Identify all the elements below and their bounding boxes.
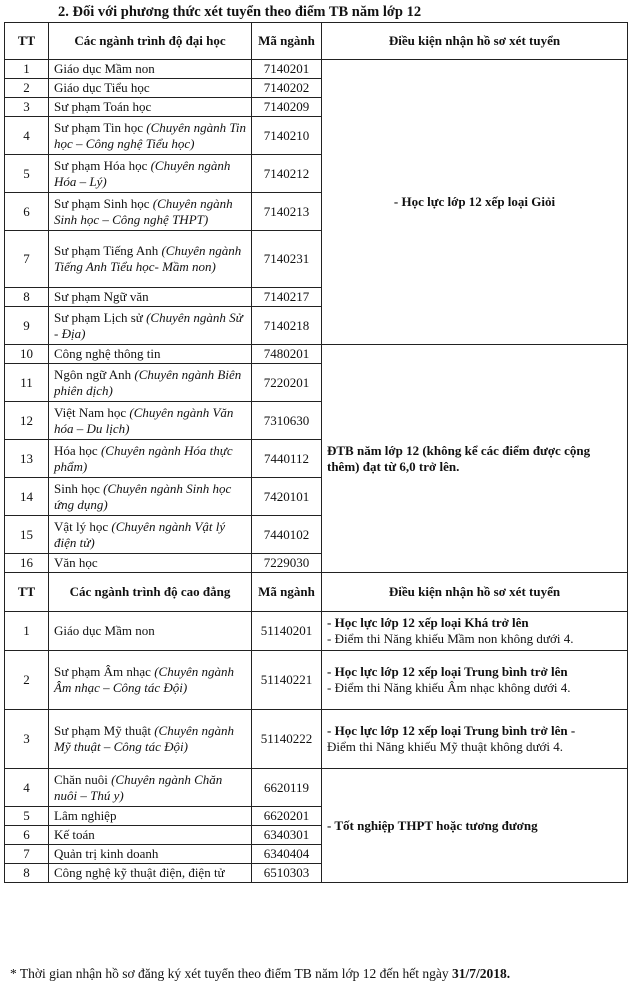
footnote-text: * Thời gian nhận hồ sơ đăng ký xét tuyển theo điểm TB năm lớp 12 đến hết ngày — [10, 966, 452, 981]
major-code: 7140209 — [252, 98, 322, 117]
major-name-cell — [49, 402, 252, 440]
major-specialization: (Chuyên ngành Mỹ thuật – Công tác Đội) — [54, 723, 235, 754]
condition-line: - Học lực lớp 12 xếp loại Trung bình trở lên - — [327, 723, 576, 739]
major-name-cell — [49, 807, 252, 826]
admission-table — [4, 22, 628, 883]
major-name: Quản trị kinh doanh — [54, 846, 159, 862]
table-row — [5, 651, 628, 710]
major-name-cell — [49, 79, 252, 98]
condition-line: - Điểm thi Năng khiếu Âm nhạc không dưới 4. — [327, 680, 571, 695]
major-name-cell — [49, 478, 252, 516]
major-name: Kế toán — [54, 827, 95, 843]
condition-line: - Tốt nghiệp THPT hoặc tương đương — [327, 817, 538, 833]
header-code: Mã ngành — [252, 23, 322, 60]
table-row — [5, 345, 628, 364]
major-name-cell — [49, 231, 252, 288]
row-number: 3 — [5, 710, 49, 769]
header-conditions: Điều kiện nhận hồ sơ xét tuyển — [322, 23, 628, 60]
major-code: 7140212 — [252, 155, 322, 193]
major-name: Công nghệ kỹ thuật điện, điện tử — [54, 865, 225, 881]
major-name: Sư phạm Sinh học — [54, 195, 150, 211]
major-specialization: (Chuyên ngành Sử - Địa) — [54, 309, 243, 341]
table-row — [5, 60, 628, 79]
row-number: 16 — [5, 554, 49, 573]
major-name: Sư phạm Toán học — [54, 99, 152, 115]
row-number: 5 — [5, 155, 49, 193]
row-number: 2 — [5, 79, 49, 98]
major-code: 51140221 — [252, 651, 322, 710]
major-specialization: (Chuyên ngành Tin học – Công nghệ Tiểu học) — [54, 119, 246, 151]
major-name-cell — [49, 98, 252, 117]
major-name-cell — [49, 364, 252, 402]
header-college-majors: Các ngành trình độ cao đẳng — [49, 573, 252, 612]
major-name: Giáo dục Tiểu học — [54, 80, 150, 96]
major-specialization: (Chuyên ngành Vật lý điện tử) — [54, 518, 226, 550]
row-number: 4 — [5, 117, 49, 155]
major-name-cell — [49, 193, 252, 231]
major-name: Sinh học — [54, 480, 100, 496]
major-code: 7420101 — [252, 478, 322, 516]
major-specialization: (Chuyên ngành Âm nhạc – Công tác Đội) — [54, 664, 234, 695]
header-university-majors: Các ngành trình độ đại học — [49, 23, 252, 60]
major-code: 6620201 — [252, 807, 322, 826]
row-number: 14 — [5, 478, 49, 516]
row-number: 4 — [5, 769, 49, 807]
major-name-cell — [49, 155, 252, 193]
major-code: 6510303 — [252, 864, 322, 883]
table-row — [5, 710, 628, 769]
major-name-cell — [49, 864, 252, 883]
row-number: 2 — [5, 651, 49, 710]
condition-line: ĐTB năm lớp 12 (không kể các điểm được cộng thêm) đạt từ 6,0 trở lên. — [327, 442, 591, 474]
admission-condition — [322, 60, 628, 345]
major-name-cell — [49, 845, 252, 864]
condition-line: Điểm thi Năng khiếu Mỹ thuật không dưới 4. — [327, 739, 563, 754]
major-code: 51140201 — [252, 612, 322, 651]
major-code: 7140217 — [252, 288, 322, 307]
major-name: Giáo dục Mầm non — [54, 623, 155, 639]
major-name: Sư phạm Âm nhạc — [54, 664, 151, 680]
major-name: Sư phạm Tiếng Anh — [54, 243, 159, 259]
header-tt: TT — [5, 23, 49, 60]
major-specialization: (Chuyên ngành Sinh học ứng dụng) — [54, 480, 232, 512]
major-name: Giáo dục Mầm non — [54, 61, 155, 77]
major-code: 6620119 — [252, 769, 322, 807]
major-name: Lâm nghiệp — [54, 808, 117, 824]
major-name-cell — [49, 307, 252, 345]
footnote-date: 31/7/2018. — [451, 966, 511, 981]
major-name-cell — [49, 345, 252, 364]
major-name-cell — [49, 612, 252, 651]
row-number: 7 — [5, 231, 49, 288]
condition-line: - Học lực lớp 12 xếp loại Khá trở lên — [327, 615, 529, 631]
major-code: 7140202 — [252, 79, 322, 98]
row-number: 10 — [5, 345, 49, 364]
row-number: 8 — [5, 864, 49, 883]
college-header-row — [5, 573, 628, 612]
row-number: 12 — [5, 402, 49, 440]
major-name-cell — [49, 288, 252, 307]
major-code: 7140210 — [252, 117, 322, 155]
major-code: 6340301 — [252, 826, 322, 845]
major-name-cell — [49, 117, 252, 155]
header-tt: TT — [5, 573, 49, 612]
university-header-row — [5, 23, 628, 60]
major-specialization: (Chuyên ngành Hóa thực phẩm) — [54, 442, 233, 474]
row-number: 15 — [5, 516, 49, 554]
major-code: 51140222 — [252, 710, 322, 769]
major-code: 7140213 — [252, 193, 322, 231]
row-number: 6 — [5, 193, 49, 231]
major-name: Ngôn ngữ Anh — [54, 366, 132, 382]
major-code: 7440102 — [252, 516, 322, 554]
header-conditions: Điều kiện nhận hồ sơ xét tuyển — [322, 573, 628, 612]
major-code: 7220201 — [252, 364, 322, 402]
major-name: Hóa học — [54, 442, 98, 458]
admission-condition — [322, 769, 628, 883]
condition-line: - Điểm thi Năng khiếu Mầm non không dưới 4. — [327, 631, 574, 646]
major-code: 7229030 — [252, 554, 322, 573]
major-name: Chăn nuôi — [54, 771, 108, 787]
row-number: 5 — [5, 807, 49, 826]
major-specialization: (Chuyên ngành Sinh học – Công nghệ THPT) — [54, 195, 233, 227]
major-code: 6340404 — [252, 845, 322, 864]
major-name-cell — [49, 554, 252, 573]
major-name-cell — [49, 440, 252, 478]
major-code: 7140218 — [252, 307, 322, 345]
major-name-cell — [49, 60, 252, 79]
row-number: 13 — [5, 440, 49, 478]
row-number: 1 — [5, 612, 49, 651]
major-code: 7440112 — [252, 440, 322, 478]
major-specialization: (Chuyên ngành Hóa – Lý) — [54, 157, 231, 189]
major-name: Vật lý học — [54, 518, 109, 534]
major-code: 7480201 — [252, 345, 322, 364]
major-name: Sư phạm Ngữ văn — [54, 289, 149, 305]
major-name-cell — [49, 651, 252, 710]
major-code: 7140201 — [252, 60, 322, 79]
section-heading: 2. Đối với phương thức xét tuyển theo điểm TB năm lớp 12 — [58, 4, 422, 20]
major-specialization: (Chuyên ngành Văn hóa – Du lịch) — [54, 404, 234, 436]
major-specialization: (Chuyên ngành Chăn nuôi – Thú y) — [54, 771, 223, 803]
admission-condition — [322, 651, 628, 710]
major-name-cell — [49, 769, 252, 807]
row-number: 9 — [5, 307, 49, 345]
major-name: Việt Nam học — [54, 404, 127, 420]
row-number: 1 — [5, 60, 49, 79]
major-name: Sư phạm Lịch sử — [54, 309, 143, 325]
admission-condition — [322, 710, 628, 769]
row-number: 8 — [5, 288, 49, 307]
row-number: 6 — [5, 826, 49, 845]
major-specialization: (Chuyên ngành Biên phiên dịch) — [54, 366, 242, 398]
major-name: Công nghệ thông tin — [54, 346, 161, 362]
condition-line: - Học lực lớp 12 xếp loại Giỏi — [393, 194, 556, 210]
major-code: 7140231 — [252, 231, 322, 288]
major-name: Sư phạm Tin học — [54, 119, 144, 135]
row-number: 3 — [5, 98, 49, 117]
major-name: Văn học — [54, 555, 98, 571]
row-number: 11 — [5, 364, 49, 402]
major-name-cell — [49, 826, 252, 845]
footnote — [10, 966, 510, 982]
major-name-cell — [49, 516, 252, 554]
condition-line: - Học lực lớp 12 xếp loại Trung bình trở lên — [327, 664, 568, 680]
major-name: Sư phạm Mỹ thuật — [54, 723, 151, 739]
row-number: 7 — [5, 845, 49, 864]
major-code: 7310630 — [252, 402, 322, 440]
major-name-cell — [49, 710, 252, 769]
table-row — [5, 612, 628, 651]
header-code: Mã ngành — [252, 573, 322, 612]
admission-condition — [322, 612, 628, 651]
major-specialization: (Chuyên ngành Tiếng Anh Tiểu học- Mầm non) — [54, 243, 242, 274]
table-row — [5, 769, 628, 807]
major-name: Sư phạm Hóa học — [54, 157, 148, 173]
admission-condition — [322, 345, 628, 573]
